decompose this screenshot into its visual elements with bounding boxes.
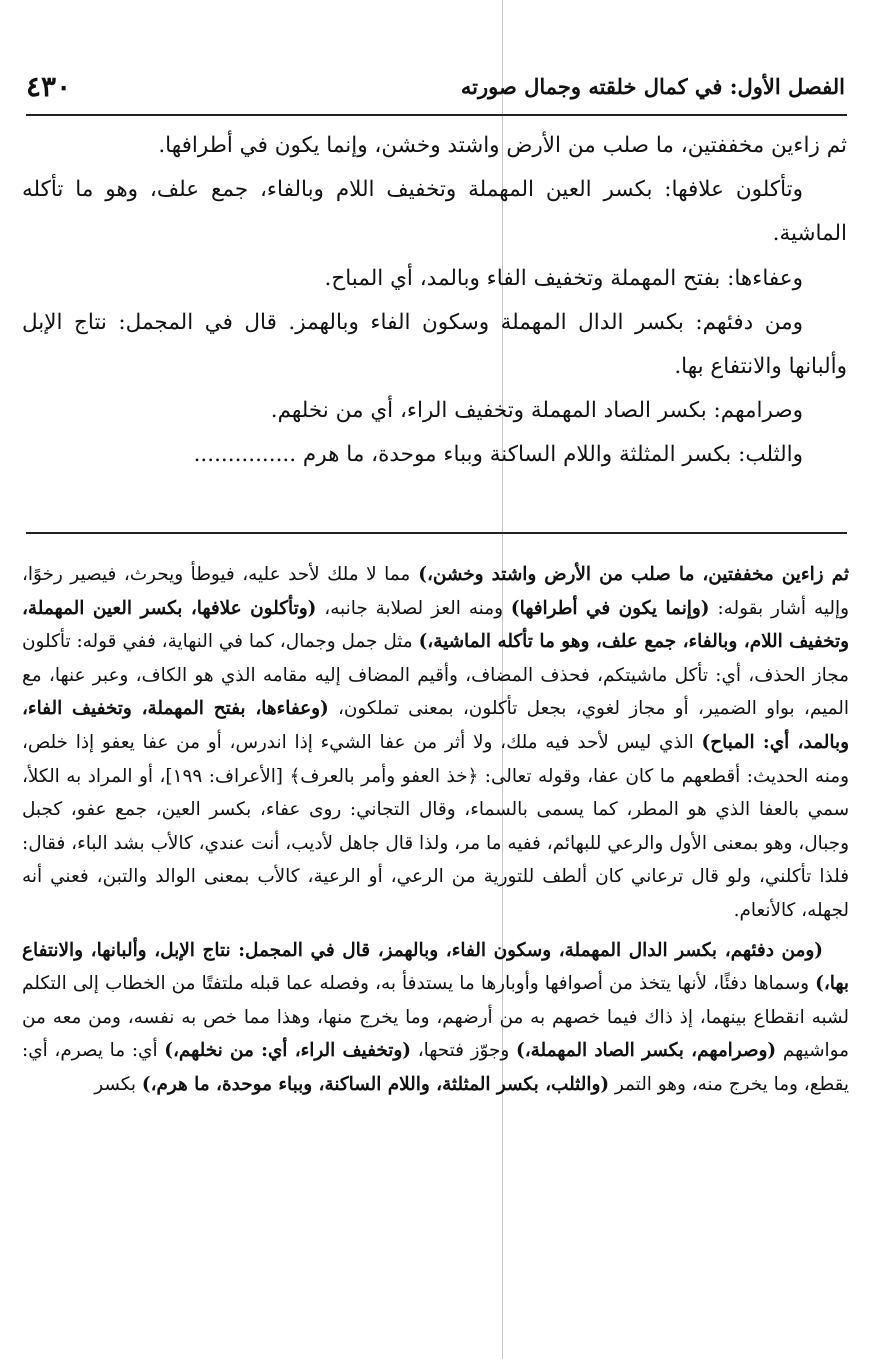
matn-line: وعفاءها: بفتح المهملة وتخفيف الفاء وبالمد، أي المباح. <box>324 265 803 291</box>
commentary-run: وسماها دفئًا، لأنها يتخذ من أصوافها وأوبارها ما يستدفأ به، وفصله عما قبله ملتفتًا من الخطاب إلى التكلم لشبه انقطاع بينهما، إذ ذاك فيما خصهم به من أرضهم، وما يخرج منها، وهذا مما خص به نفسه، ومن معه من مواشيهم <box>22 973 849 1062</box>
chapter-title: الفصل الأول: في كمال خلقته وجمال صورته <box>460 73 845 99</box>
main-text <box>22 124 847 478</box>
commentary-run: الذي ليس لأحد فيه ملك، ولا أثر من عفا الشيء إذا اندرس، أو من عفا يعفو إذا خلص، ومنه الحديث: أقطعهم ما كان عفا، وقوله تعالى: ﴿خذ العفو وأمر بالعرف﴾ [الأعراف: ١٩٩]، أو المراد به الكلأ، سمي بالعفا الذي هو المطر، كما يسمى بالسماء، وقال التجاني: روى عفاء، بكسر العين، جمع عفو، كجبل وجبال، وهو بمعنى الأول والرعي للبهائم، ففيه ما مر، ولذا قال جاهل لأديب، أنت عندي، كالأب بشد الباء، فقال: فلذا تأكلني، ولو قال ترعاني كان ألطف للتورية من الرعي، أو الرعية، كالأب بمعنى الوالد والتبن، فعني أنه لجهله، كالأنعام. <box>22 731 849 921</box>
matn-line: ثم زاءين مخففتين، ما صلب من الأرض واشتد وخشن، وإنما يكون في أطرافها. <box>158 133 847 158</box>
quoted-matn-run: (والثلب، بكسر المثلثة، واللام الساكنة، وبباء موحدة، ما هرم،) <box>141 1073 610 1095</box>
quoted-matn-run: ثم زاءين مخففتين، ما صلب من الأرض واشتد وخشن،) <box>410 564 849 585</box>
quoted-matn-run: (وتأكلون علافها، بكسر العين المهملة، وتخفيف اللام، وبالفاء، جمع علف، وهو ما تأكله الماشية،) <box>22 597 849 653</box>
commentary-run: أي: ما يصرم، أي: يقطع، وما يخرج منه، وهو التمر <box>22 1040 849 1095</box>
matn-line: والثلب: بكسر المثلثة واللام الساكنة وبباء موحدة، ما هرم ............... <box>193 442 803 468</box>
quoted-matn-run: (وتخفيف الراء، أي: من نخلهم،) <box>164 1040 411 1062</box>
page-number: ٤٣٠ <box>26 69 72 103</box>
quoted-matn-run: (وصرامهم، بكسر الصاد المهملة،) <box>516 1040 777 1062</box>
commentary-run: وجوّز فتحها، <box>410 1040 517 1062</box>
commentary-run: بكسر <box>94 1073 142 1095</box>
quoted-matn-run: (وإنما يكون في أطرافها) <box>510 597 710 619</box>
running-header <box>26 68 845 104</box>
header-rule <box>26 114 847 116</box>
matn-line: وتأكلون علافها: بكسر العين المهملة وتخفيف اللام وبالفاء، جمع علف، وهو ما تأكله الماشية. <box>22 177 847 247</box>
matn-line: ومن دفئهم: بكسر الدال المهملة وسكون الفاء وبالهمز. قال في المجمل: نتاج الإبل وألبانها والانتفاع بها. <box>22 309 847 380</box>
commentary-run: مما لا ملك لأحد عليه، فيوطأ ويحرث، فيصير رخوًا، وإليه أشار بقوله: <box>22 564 849 619</box>
quoted-matn-run: (ومن دفئهم، بكسر الدال المهملة، وسكون الفاء، وبالهمز، قال في المجمل: نتاج الإبل، وألبانها، والانتفاع بها،) <box>22 939 849 995</box>
commentary-run: مثل جمل وجمال، كما في النهاية، ففي قوله: تأكلون مجاز الحذف، أي: تأكل ماشيتكم، فحذف المضاف، وأقيم المضاف إليه مقامه الذي هو الكاف، وعبر عنها، مع الميم، بواو الضمير، أو مجاز لغوي، بجعل تأكلون، بمعنى تملكون، <box>22 631 849 720</box>
quoted-matn-run: (وعفاءها، بفتح المهملة، وتخفيف الفاء، وبالمد، أي: المباح) <box>22 698 849 753</box>
matn-line: وصرامهم: بكسر الصاد المهملة وتخفيف الراء، أي من نخلهم. <box>270 398 803 424</box>
commentary-paragraph <box>22 934 849 1102</box>
commentary-text <box>22 558 849 1102</box>
commentary-separator-rule <box>26 532 847 534</box>
commentary-run: ومنه العز لصلابة جانبه، <box>316 597 511 619</box>
commentary-paragraph <box>22 558 849 928</box>
